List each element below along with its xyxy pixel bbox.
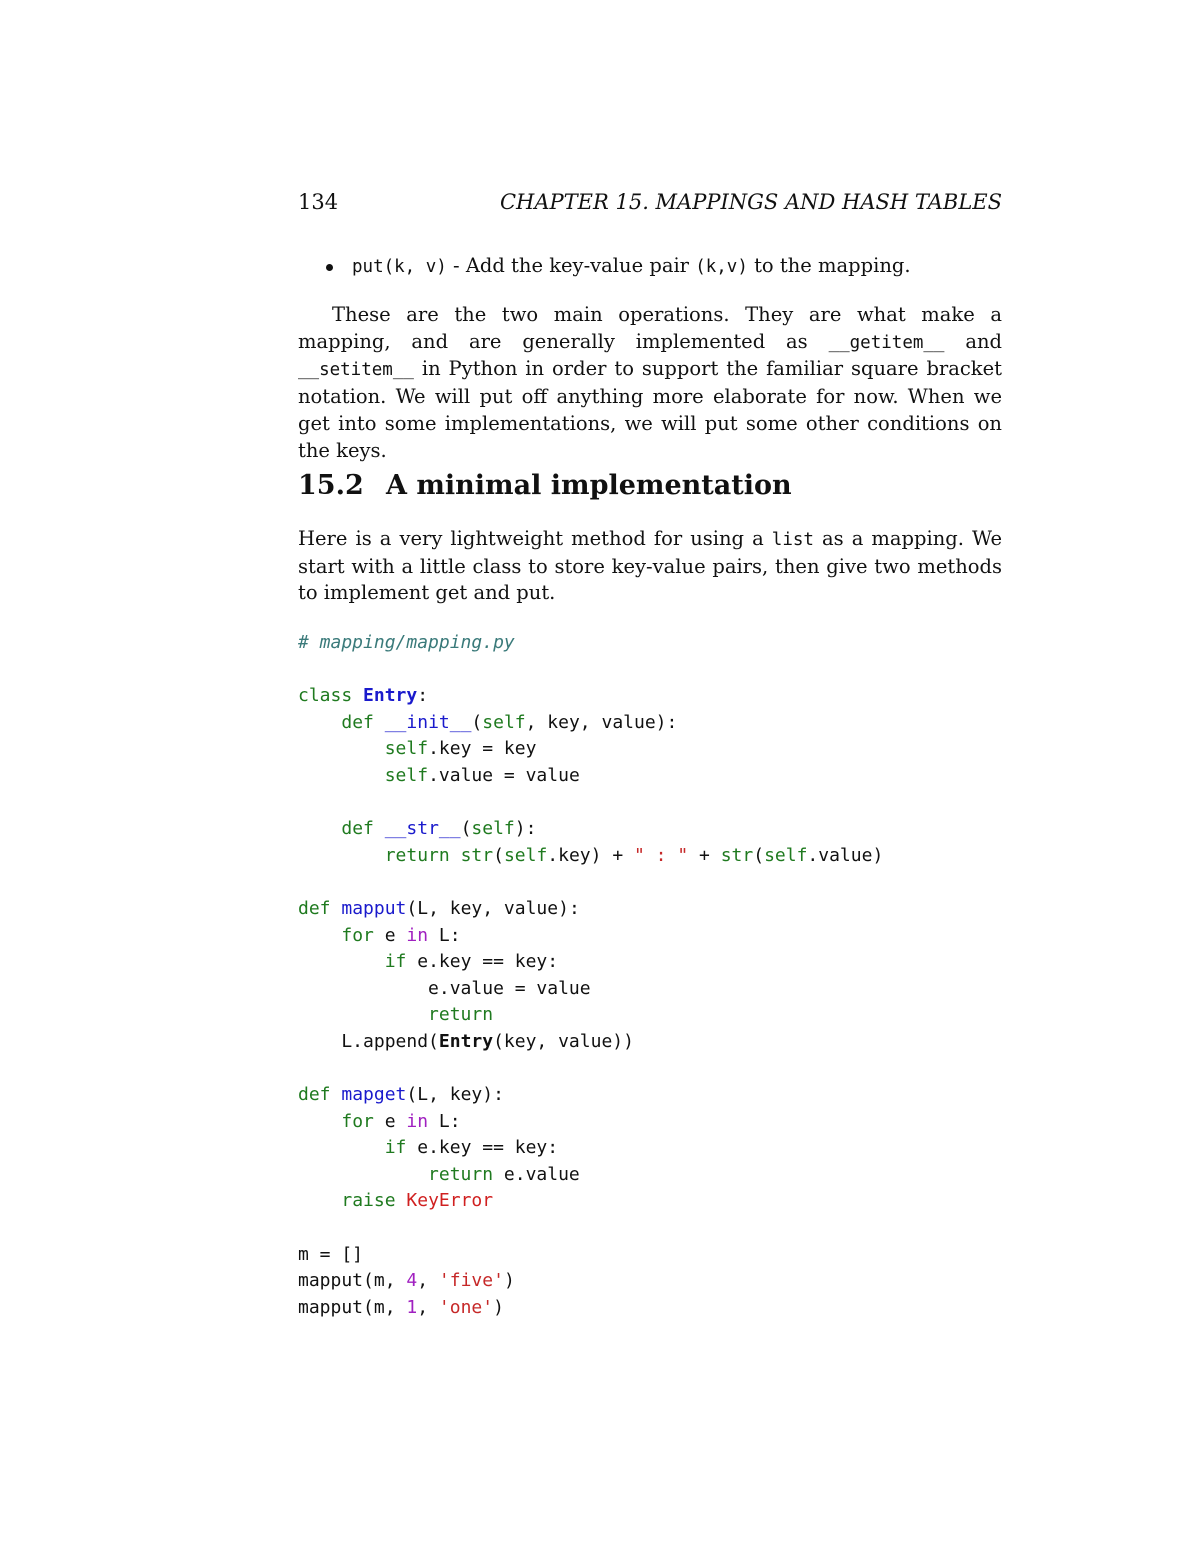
func-mapput: mapput [341,897,407,919]
bullet-icon [326,264,333,271]
chapter-title: CHAPTER 15. MAPPINGS AND HASH TABLES [499,190,1002,214]
page-number: 134 [298,190,339,214]
paragraph-operations: These are the two main operations. They are what make a mapping, and are generally implemented as __getitem__ and __setitem__ in Python in order to support the familiar square bracket notation. We will put off anything more elaborate for now. When we get into some implementations, we will put some other conditions on the keys. [298,303,1003,462]
bullet-put [330,253,1002,281]
code-comment: # mapping/mapping.py [298,632,515,653]
code-listing: # mapping/mapping.py class Entry: def __init__(self, key, value): self.key = key self.value = value def __str__(self): return str(self.key) + " : " + str(self.value) def mapput(L, key, value): for e in L: if e.key == key: e.value = value return L.append(Entry(key, value)) def mapget(L, key): for e in L: if e.key == key: return e.value raise KeyError m = [] mapput(m, 4, 'five') mapput(m, 1, 'one') [298,632,884,1318]
page-header [298,190,1002,220]
paragraph-intro: Here is a very lightweight method for using a list as a mapping. We start with a little class to store key-value pairs, then give two methods to implement get and put. [298,527,1002,605]
class-name: Entry [363,685,418,707]
bullet-text: put(k, v) - Add the key-value pair (k,v) to the mapping. [352,254,911,277]
section-number: 15.2 [298,470,364,501]
section-title: A minimal implementation [386,470,792,501]
section-heading [298,470,792,501]
func-mapget: mapget [341,1084,407,1106]
